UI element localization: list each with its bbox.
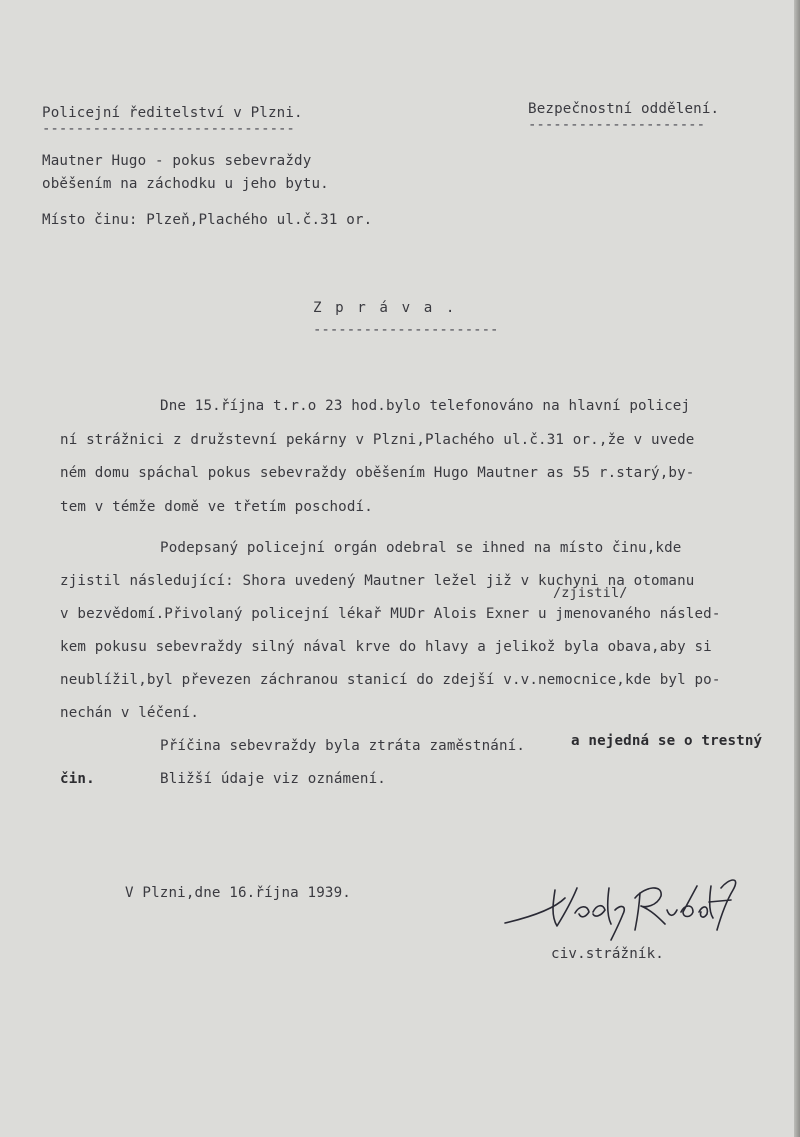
paragraph-line: neublížil,byl převezen záchranou stanicí do zdejší v.v.nemocnice,kde byl po- bbox=[60, 672, 721, 688]
place-of-crime: Místo činu: Plzeň,Plachého ul.č.31 or. bbox=[42, 212, 373, 228]
officer-role: civ.strážník. bbox=[551, 946, 664, 962]
paragraph-line: ní strážnici z družstevní pekárny v Plzni,Plachého ul.č.31 or.,že v uvede bbox=[60, 432, 695, 448]
subject-line-1: Mautner Hugo - pokus sebevraždy bbox=[42, 153, 312, 169]
header-department-right: Bezpečnostní oddělení. bbox=[528, 101, 720, 117]
paragraph-line: v bezvědomí.Přivolaný policejní lékař MUDr Alois Exner u jmenovaného násled- bbox=[60, 606, 721, 622]
paragraph-line-bold: čin. bbox=[60, 771, 95, 787]
paragraph-line: Podepsaný policejní orgán odebral se ihned na místo činu,kde bbox=[160, 540, 682, 556]
date-line: V Plzni,dne 16.října 1939. bbox=[125, 885, 351, 901]
paragraph-line: Příčina sebevraždy byla ztráta zaměstnání. bbox=[160, 738, 526, 754]
overtyped-text: a nejedná se o trestný bbox=[571, 733, 763, 749]
paragraph-line: nechán v léčení. bbox=[60, 705, 200, 721]
header-department-left: Policejní ředitelství v Plzni. bbox=[42, 105, 303, 121]
paragraph-line: Bližší údaje viz oznámení. bbox=[160, 771, 386, 787]
paragraph-line: zjistil následující: Shora uvedený Mautner ležel již v kuchyni na otomanu bbox=[60, 573, 695, 589]
paragraph-line: tem v témže domě ve třetím poschodí. bbox=[60, 499, 373, 515]
handwritten-signature bbox=[495, 868, 745, 948]
header-underline-left: ------------------------------ bbox=[42, 121, 295, 137]
report-title-underline: ---------------------- bbox=[313, 322, 499, 338]
paragraph-line: kem pokusu sebevraždy silný nával krve do hlavy a jelikož byla obava,aby si bbox=[60, 639, 712, 655]
subject-line-2: oběšením na záchodku u jeho bytu. bbox=[42, 176, 329, 192]
handwritten-insertion: /zjistil/ bbox=[553, 585, 628, 601]
scan-edge bbox=[794, 0, 800, 1137]
paragraph-line: ném domu spáchal pokus sebevraždy oběšením Hugo Mautner as 55 r.starý,by- bbox=[60, 465, 695, 481]
paragraph-line: Dne 15.října t.r.o 23 hod.bylo telefonováno na hlavní policej bbox=[160, 398, 691, 414]
report-title: Zpráva. bbox=[313, 300, 468, 316]
header-underline-right: --------------------- bbox=[528, 117, 706, 133]
